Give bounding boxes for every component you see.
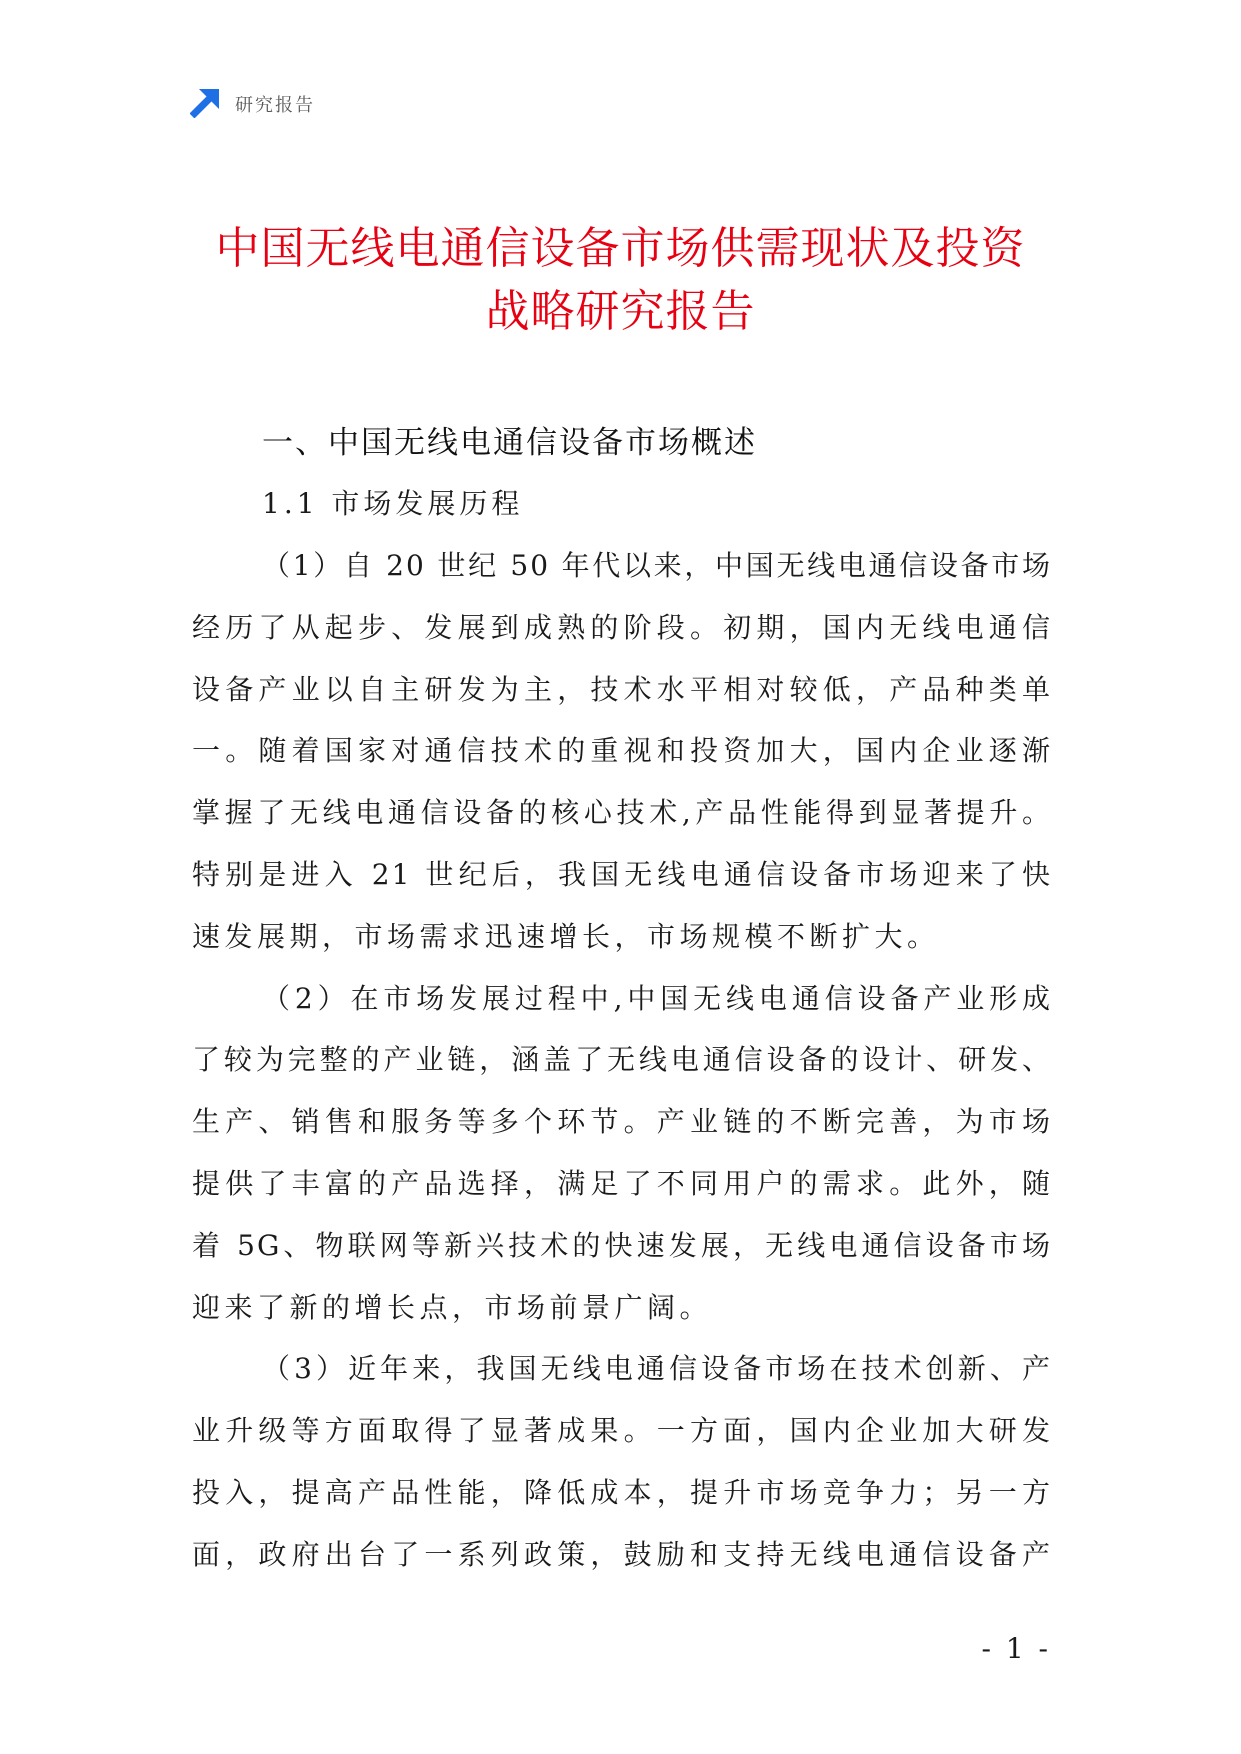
paragraph-line: 了较为完整的产业链，涵盖了无线电通信设备的设计、研发、 [192,1043,1052,1077]
paragraph-line: 生产、销售和服务等多个环节。产业链的不断完善，为市场 [192,1105,1052,1139]
paragraph-line: （3）近年来，我国无线电通信设备市场在技术创新、产 [262,1352,1052,1386]
document-body [192,413,1052,1586]
paragraph-2 [192,968,1052,1339]
paragraph-line: 掌握了无线电通信设备的核心技术,产品性能得到显著提升。 [192,796,1052,830]
paragraph-line: 面，政府出台了一系列政策，鼓励和支持无线电通信设备产 [192,1537,1052,1571]
page-number: - 1 - [981,1632,1051,1665]
paragraph-line: 迎来了新的增长点，市场前景广阔。 [192,1290,713,1324]
paragraph-line: 投入，提高产品性能，降低成本，提升市场竞争力；另一方 [192,1475,1052,1509]
paragraph-line: （2）在市场发展过程中,中国无线电通信设备产业形成 [262,981,1052,1015]
paragraph-line: 提供了丰富的产品选择，满足了不同用户的需求。此外，随 [192,1166,1052,1200]
document-title [0,217,1241,343]
paragraph-line: 特别是进入 21 世纪后，我国无线电通信设备市场迎来了快 [192,857,1052,891]
header-label: 研究报告 [235,94,315,116]
paragraph-line: 业升级等方面取得了显著成果。一方面，国内企业加大研发 [192,1414,1052,1448]
paragraph-line: （1）自 20 世纪 50 年代以来，中国无线电通信设备市场 [262,549,1052,582]
title-line-2: 战略研究报告 [485,286,756,337]
page-header [190,89,315,118]
paragraph-line: 设备产业以自主研发为主，技术水平相对较低，产品种类单 [192,672,1052,706]
paragraph-line: 经历了从起步、发展到成熟的阶段。初期，国内无线电通信 [192,610,1052,644]
arrow-up-right-logo-icon [190,89,219,118]
paragraph-line: 一。随着国家对通信技术的重视和投资加大，国内企业逐渐 [192,734,1052,768]
subsection-heading: 1.1 市场发展历程 [262,487,524,520]
paragraph-line: 速发展期，市场需求迅速增长，市场规模不断扩大。 [192,919,940,953]
paragraph-1 [192,535,1052,968]
paragraph-line: 着 5G、物联网等新兴技术的快速发展，无线电通信设备市场 [192,1228,1052,1262]
title-line-1: 中国无线电通信设备市场供需现状及投资 [215,223,1026,274]
section-heading: 一、中国无线电通信设备市场概述 [262,425,757,461]
paragraph-3 [192,1338,1052,1585]
